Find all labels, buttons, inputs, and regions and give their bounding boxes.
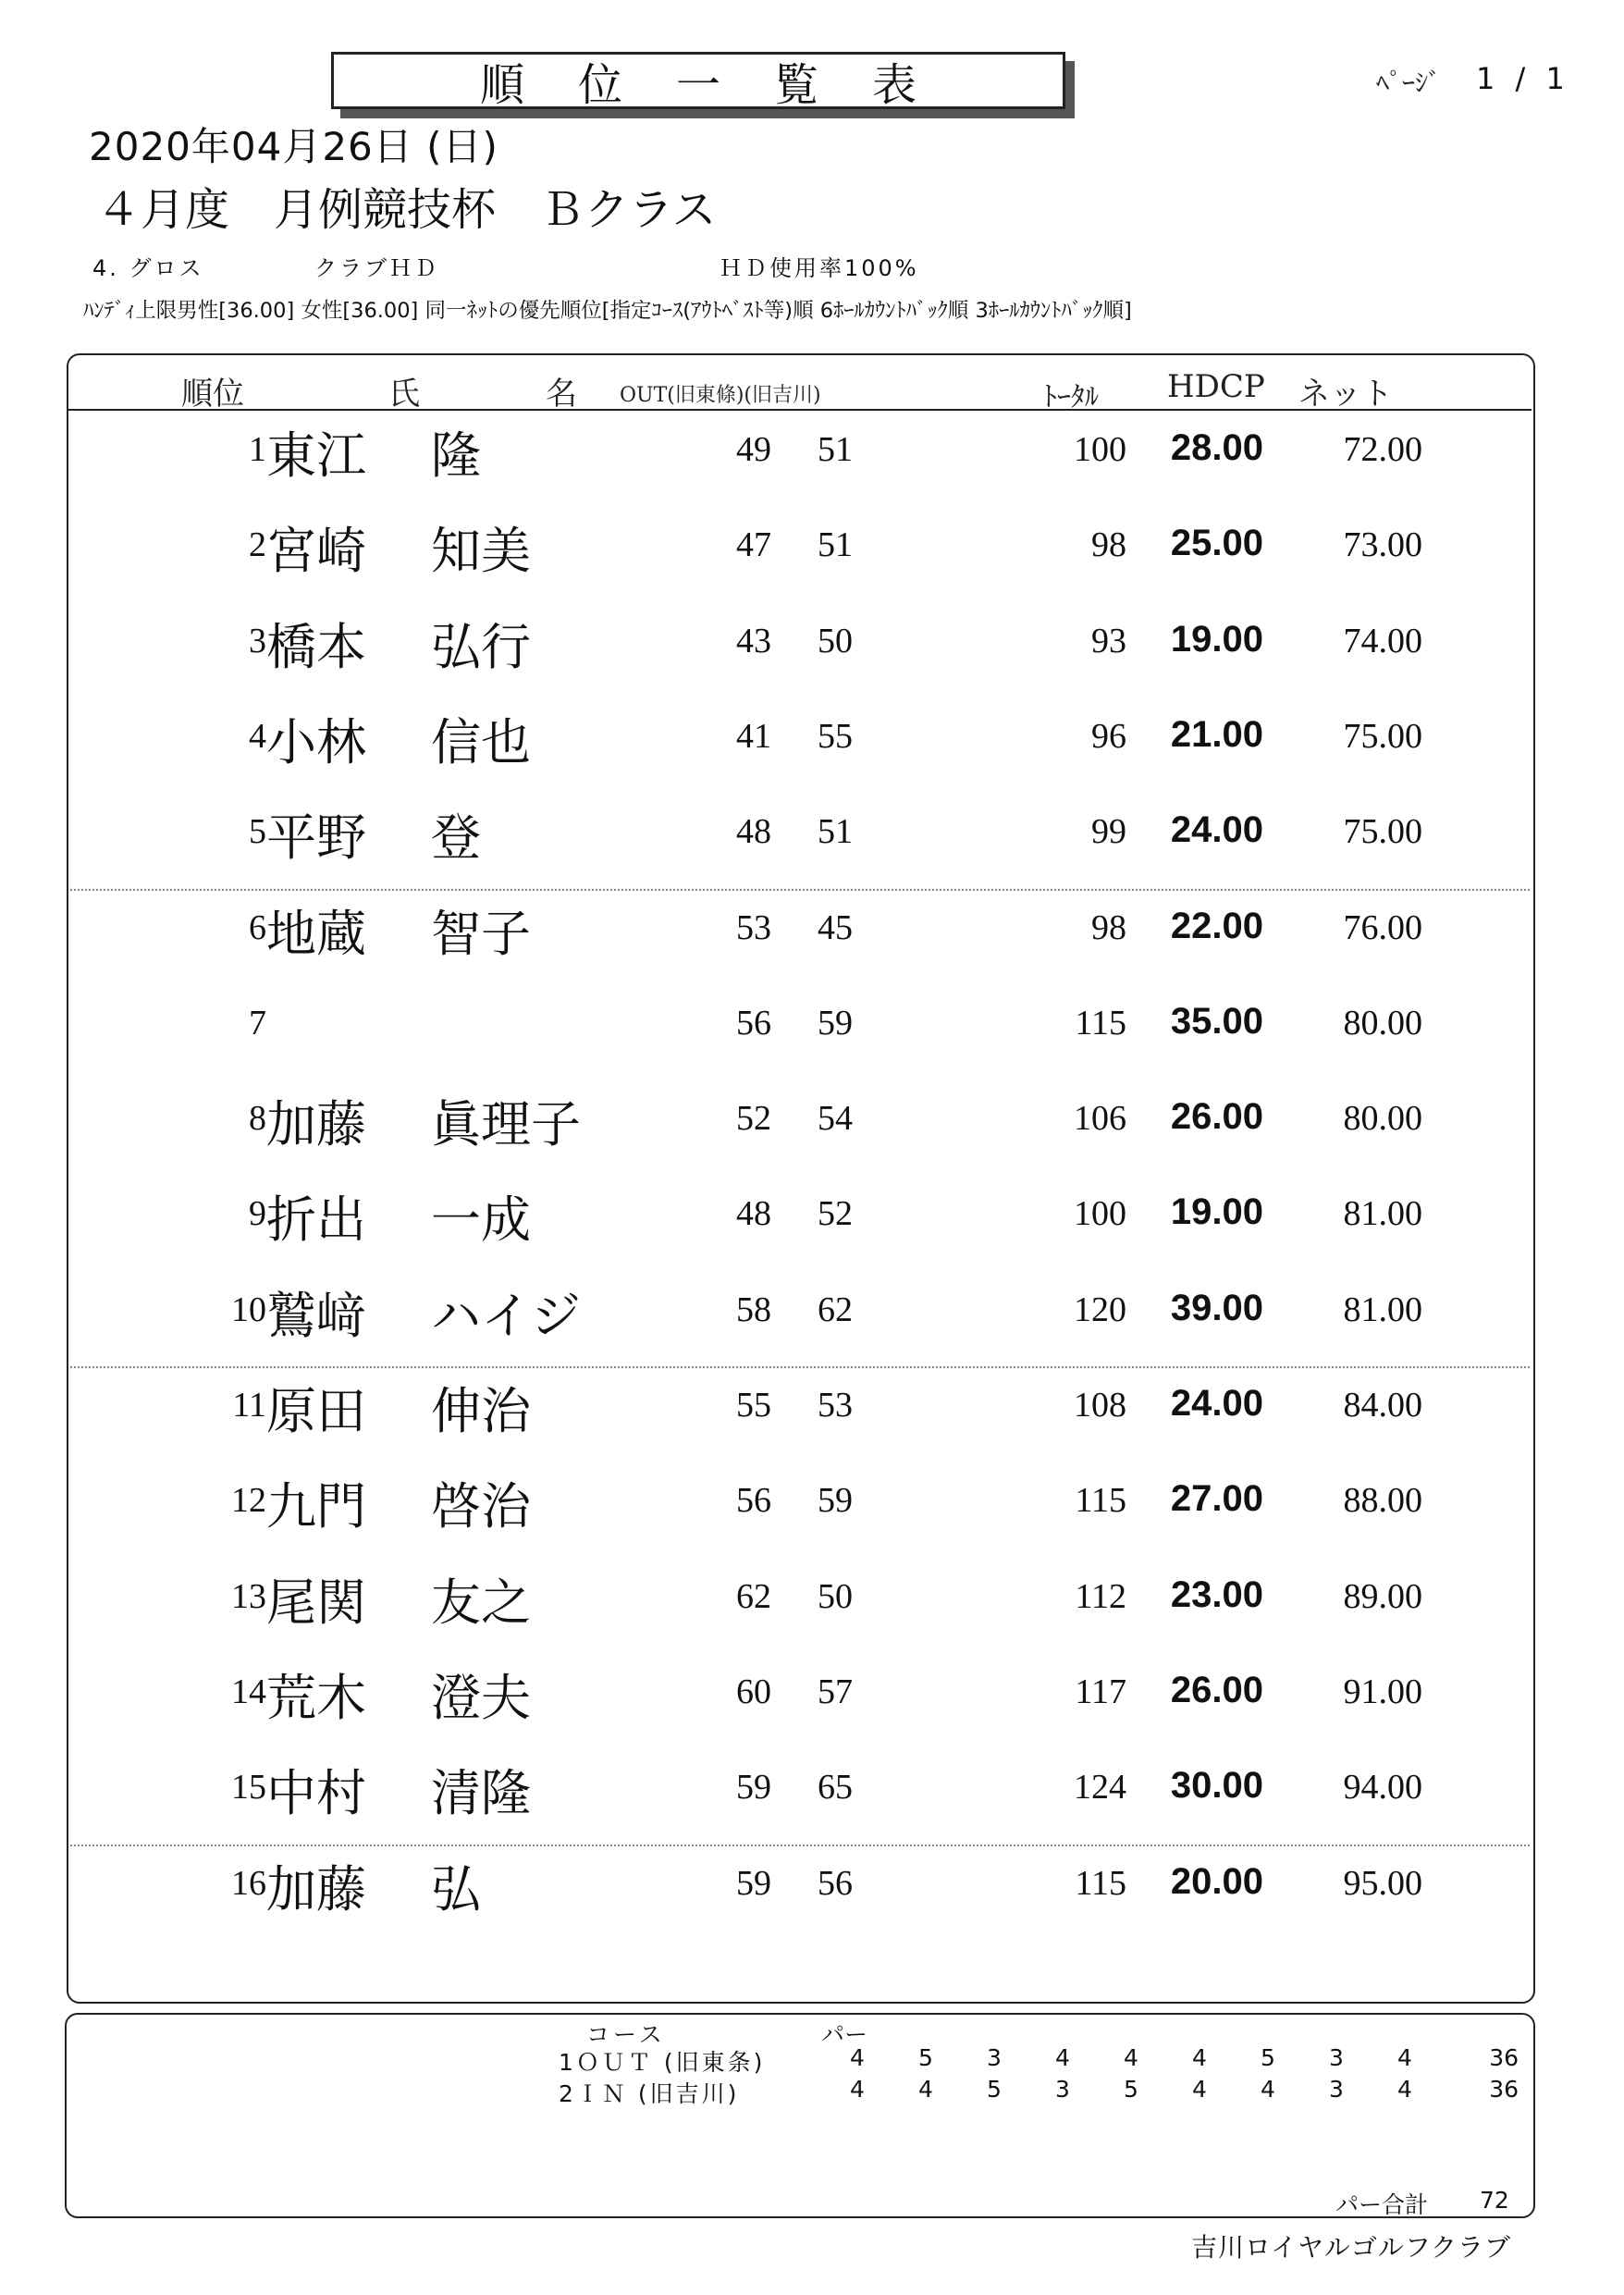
rank-cell: 13 xyxy=(231,1576,266,1616)
group-separator xyxy=(70,889,1530,891)
course-header: コース xyxy=(586,2021,666,2048)
total-score-cell: 99 xyxy=(1091,812,1126,852)
total-score-cell: 100 xyxy=(1074,430,1126,469)
total-score-cell: 112 xyxy=(1075,1576,1126,1616)
course-row xyxy=(0,2044,1624,2076)
result-row xyxy=(0,1178,1624,1254)
in-score-cell: 51 xyxy=(818,812,853,852)
in-score-cell: 51 xyxy=(818,430,853,469)
family-name-cell: 小林 xyxy=(266,712,366,771)
result-row xyxy=(0,1465,1624,1541)
total-score-cell: 108 xyxy=(1074,1386,1126,1425)
out-score-cell: 56 xyxy=(736,1481,771,1521)
given-name-cell: 知美 xyxy=(431,522,531,581)
course-par-total: 36 xyxy=(1489,2076,1519,2103)
header-hdcp: HDCP xyxy=(1167,368,1265,405)
out-score-cell: 43 xyxy=(736,621,771,660)
given-name-cell: 友之 xyxy=(431,1573,531,1632)
in-score-cell: 51 xyxy=(818,525,853,565)
header-rank: 順位 xyxy=(181,376,244,413)
net-score-cell: 76.00 xyxy=(1343,907,1422,947)
net-score-cell: 88.00 xyxy=(1343,1481,1422,1521)
hole-par: 3 xyxy=(1329,2044,1344,2071)
course-par-total: 36 xyxy=(1489,2044,1519,2071)
page-number: 1 / 1 xyxy=(1476,61,1570,96)
rank-cell: 9 xyxy=(249,1194,266,1234)
out-score-cell: 60 xyxy=(736,1672,771,1711)
hdcp-cell: 19.00 xyxy=(1170,618,1263,660)
rank-cell: 15 xyxy=(231,1768,266,1808)
out-score-cell: 41 xyxy=(736,716,771,756)
result-row xyxy=(0,893,1624,969)
event-name: ４月度 月例競技杯 Ｂクラス xyxy=(96,184,717,236)
result-row xyxy=(0,701,1624,777)
out-score-cell: 49 xyxy=(736,430,771,469)
hole-par: 4 xyxy=(1397,2076,1412,2103)
in-score-cell: 57 xyxy=(818,1672,853,1711)
total-score-cell: 98 xyxy=(1091,525,1126,565)
header-out-in: OUT(旧東條)(旧吉川) xyxy=(620,384,821,407)
result-row xyxy=(0,606,1624,682)
given-name-cell: 信也 xyxy=(431,712,531,771)
group-separator xyxy=(70,1845,1530,1846)
hdcp-cell: 30.00 xyxy=(1170,1765,1263,1807)
rank-cell: 3 xyxy=(249,621,266,660)
header-total: ﾄｰﾀﾙ xyxy=(1043,381,1099,413)
result-row xyxy=(0,1657,1624,1733)
given-name-cell: 啓治 xyxy=(431,1477,531,1536)
tiebreak-rules: ﾊﾝﾃﾞｨ上限男性[36.00] 女性[36.00] 同一ﾈｯﾄの優先順位[指定ｺｰｽ(ｱｳﾄﾍﾞｽﾄ等)順 6ﾎｰﾙｶｳﾝﾄﾊﾞｯｸ順 3ﾎｰﾙｶｳﾝﾄﾊﾞｯｸ順] xyxy=(83,299,1132,323)
total-score-cell: 117 xyxy=(1075,1672,1126,1711)
out-score-cell: 53 xyxy=(736,907,771,947)
rank-cell: 14 xyxy=(231,1672,266,1711)
result-row xyxy=(0,1848,1624,1924)
course-name: 1ＯＵＴ (旧東条) xyxy=(559,2049,766,2076)
hdcp-cell: 24.00 xyxy=(1170,1383,1263,1424)
total-score-cell: 106 xyxy=(1074,1099,1126,1139)
given-name-cell: 智子 xyxy=(431,904,531,963)
net-score-cell: 80.00 xyxy=(1343,1099,1422,1139)
hdcp-cell: 26.00 xyxy=(1170,1669,1263,1710)
par-header: パー xyxy=(821,2021,868,2048)
hole-par: 5 xyxy=(1261,2044,1275,2071)
in-score-cell: 62 xyxy=(818,1289,853,1329)
result-row xyxy=(0,1083,1624,1159)
hole-par: 4 xyxy=(1192,2076,1207,2103)
hdcp-cell: 20.00 xyxy=(1170,1860,1263,1902)
header-net: ネット xyxy=(1298,376,1393,413)
hdcp-cell: 39.00 xyxy=(1170,1287,1263,1328)
family-name-cell: 宮崎 xyxy=(266,522,366,581)
out-score-cell: 48 xyxy=(736,1194,771,1234)
total-score-cell: 120 xyxy=(1074,1289,1126,1329)
total-score-cell: 115 xyxy=(1075,1481,1126,1521)
out-score-cell: 56 xyxy=(736,1003,771,1043)
in-score-cell: 50 xyxy=(818,621,853,660)
hdcp-cell: 23.00 xyxy=(1170,1573,1263,1615)
in-score-cell: 45 xyxy=(818,907,853,947)
in-score-cell: 55 xyxy=(818,716,853,756)
total-score-cell: 124 xyxy=(1074,1768,1126,1808)
rank-cell: 6 xyxy=(249,907,266,947)
out-score-cell: 59 xyxy=(736,1863,771,1903)
net-score-cell: 95.00 xyxy=(1343,1863,1422,1903)
family-name-cell: 東江 xyxy=(266,426,366,485)
hole-par: 4 xyxy=(918,2076,933,2103)
rank-cell: 1 xyxy=(249,430,266,469)
net-score-cell: 75.00 xyxy=(1343,812,1422,852)
net-score-cell: 81.00 xyxy=(1343,1289,1422,1329)
hdcp-cell: 27.00 xyxy=(1170,1478,1263,1520)
rank-cell: 12 xyxy=(231,1481,266,1521)
club-name: 吉川ロイヤルゴルフクラブ xyxy=(1191,2232,1512,2263)
family-name-cell: 鷲﨑 xyxy=(266,1286,366,1345)
result-row xyxy=(0,1752,1624,1828)
out-score-cell: 48 xyxy=(736,812,771,852)
given-name-cell: 弘 xyxy=(431,1859,481,1919)
total-score-cell: 93 xyxy=(1091,621,1126,660)
page-label: ﾍﾟｰｼﾞ xyxy=(1376,68,1442,98)
in-score-cell: 54 xyxy=(818,1099,853,1139)
hdcp-cell: 35.00 xyxy=(1170,1000,1263,1042)
in-score-cell: 53 xyxy=(818,1386,853,1425)
family-name-cell: 加藤 xyxy=(266,1859,366,1919)
hdcp-cell: 24.00 xyxy=(1170,809,1263,851)
hdcp-cell: 25.00 xyxy=(1170,523,1263,564)
in-score-cell: 52 xyxy=(818,1194,853,1234)
course-name: 2ＩＮ (旧吉川) xyxy=(559,2080,740,2107)
total-score-cell: 115 xyxy=(1075,1863,1126,1903)
handicap-type: クラブＨＤ xyxy=(314,255,439,281)
net-score-cell: 91.00 xyxy=(1343,1672,1422,1711)
total-score-cell: 115 xyxy=(1075,1003,1126,1043)
result-row xyxy=(0,1275,1624,1351)
family-name-cell: 尾関 xyxy=(266,1573,366,1632)
given-name-cell: 澄夫 xyxy=(431,1668,531,1727)
hdcp-cell: 28.00 xyxy=(1170,427,1263,468)
par-sum-label: パー合計 xyxy=(1335,2191,1429,2218)
hdcp-cell: 26.00 xyxy=(1170,1096,1263,1138)
hole-par: 5 xyxy=(987,2076,1002,2103)
hdcp-cell: 22.00 xyxy=(1170,905,1263,946)
header-family-name: 氏 xyxy=(388,376,420,413)
net-score-cell: 94.00 xyxy=(1343,1768,1422,1808)
net-score-cell: 75.00 xyxy=(1343,716,1422,756)
family-name-cell: 平野 xyxy=(266,808,366,868)
hole-par: 4 xyxy=(1124,2044,1138,2071)
par-sum-value: 72 xyxy=(1480,2187,1509,2214)
rank-cell: 4 xyxy=(249,716,266,756)
result-row xyxy=(0,414,1624,490)
hdcp-cell: 21.00 xyxy=(1170,713,1263,755)
family-name-cell: 荒木 xyxy=(266,1668,366,1727)
result-row xyxy=(0,510,1624,586)
given-name-cell: 清隆 xyxy=(431,1764,531,1823)
out-score-cell: 47 xyxy=(736,525,771,565)
group-separator xyxy=(70,1366,1530,1368)
hole-par: 4 xyxy=(850,2044,865,2071)
page-title: 順位一覧表 xyxy=(479,58,970,111)
family-name-cell: 原田 xyxy=(266,1382,366,1440)
net-score-cell: 89.00 xyxy=(1343,1576,1422,1616)
hole-par: 3 xyxy=(1329,2076,1344,2103)
handicap-usage: ＨＤ使用率100% xyxy=(720,255,919,281)
result-row xyxy=(0,1561,1624,1637)
hole-par: 5 xyxy=(1124,2076,1138,2103)
in-score-cell: 59 xyxy=(818,1481,853,1521)
family-name-cell: 中村 xyxy=(266,1764,366,1823)
net-score-cell: 72.00 xyxy=(1343,430,1422,469)
net-score-cell: 74.00 xyxy=(1343,621,1422,660)
title-box xyxy=(331,52,1065,109)
family-name-cell: 折出 xyxy=(266,1191,366,1250)
score-mode: 4. グロス xyxy=(92,255,204,281)
given-name-cell: 伸治 xyxy=(431,1382,531,1440)
rank-cell: 10 xyxy=(231,1289,266,1329)
net-score-cell: 80.00 xyxy=(1343,1003,1422,1043)
hole-par: 5 xyxy=(918,2044,933,2071)
family-name-cell: 加藤 xyxy=(266,1095,366,1154)
given-name-cell: ハイジ xyxy=(431,1286,581,1345)
hole-par: 4 xyxy=(1192,2044,1207,2071)
result-row xyxy=(0,988,1624,1064)
header-given-name: 名 xyxy=(546,376,577,413)
hole-par: 4 xyxy=(1261,2076,1275,2103)
out-score-cell: 58 xyxy=(736,1289,771,1329)
in-score-cell: 65 xyxy=(818,1768,853,1808)
hole-par: 3 xyxy=(987,2044,1002,2071)
rank-cell: 5 xyxy=(249,812,266,852)
hole-par: 4 xyxy=(850,2076,865,2103)
total-score-cell: 96 xyxy=(1091,716,1126,756)
out-score-cell: 52 xyxy=(736,1099,771,1139)
in-score-cell: 56 xyxy=(818,1863,853,1903)
hole-par: 4 xyxy=(1055,2044,1070,2071)
family-name-cell: 九門 xyxy=(266,1477,366,1536)
given-name-cell: 一成 xyxy=(431,1191,531,1250)
net-score-cell: 84.00 xyxy=(1343,1386,1422,1425)
hole-par: 4 xyxy=(1397,2044,1412,2071)
rank-cell: 7 xyxy=(249,1003,266,1043)
rank-cell: 8 xyxy=(249,1099,266,1139)
course-row xyxy=(0,2076,1624,2107)
result-row xyxy=(0,796,1624,872)
in-score-cell: 50 xyxy=(818,1576,853,1616)
hdcp-cell: 19.00 xyxy=(1170,1191,1263,1233)
out-score-cell: 55 xyxy=(736,1386,771,1425)
total-score-cell: 98 xyxy=(1091,907,1126,947)
rank-cell: 2 xyxy=(249,525,266,565)
given-name-cell: 登 xyxy=(431,808,481,868)
in-score-cell: 59 xyxy=(818,1003,853,1043)
event-date: 2020年04月26日 (日) xyxy=(89,124,498,169)
given-name-cell: 隆 xyxy=(431,426,481,485)
family-name-cell: 地蔵 xyxy=(266,904,366,963)
net-score-cell: 81.00 xyxy=(1343,1194,1422,1234)
net-score-cell: 73.00 xyxy=(1343,525,1422,565)
family-name-cell: 橋本 xyxy=(266,617,366,676)
hole-par: 3 xyxy=(1055,2076,1070,2103)
given-name-cell: 眞理子 xyxy=(431,1095,581,1154)
result-row xyxy=(0,1370,1624,1446)
given-name-cell: 弘行 xyxy=(431,617,531,676)
rank-cell: 16 xyxy=(231,1863,266,1903)
rank-cell: 11 xyxy=(232,1386,266,1425)
total-score-cell: 100 xyxy=(1074,1194,1126,1234)
out-score-cell: 59 xyxy=(736,1768,771,1808)
out-score-cell: 62 xyxy=(736,1576,771,1616)
